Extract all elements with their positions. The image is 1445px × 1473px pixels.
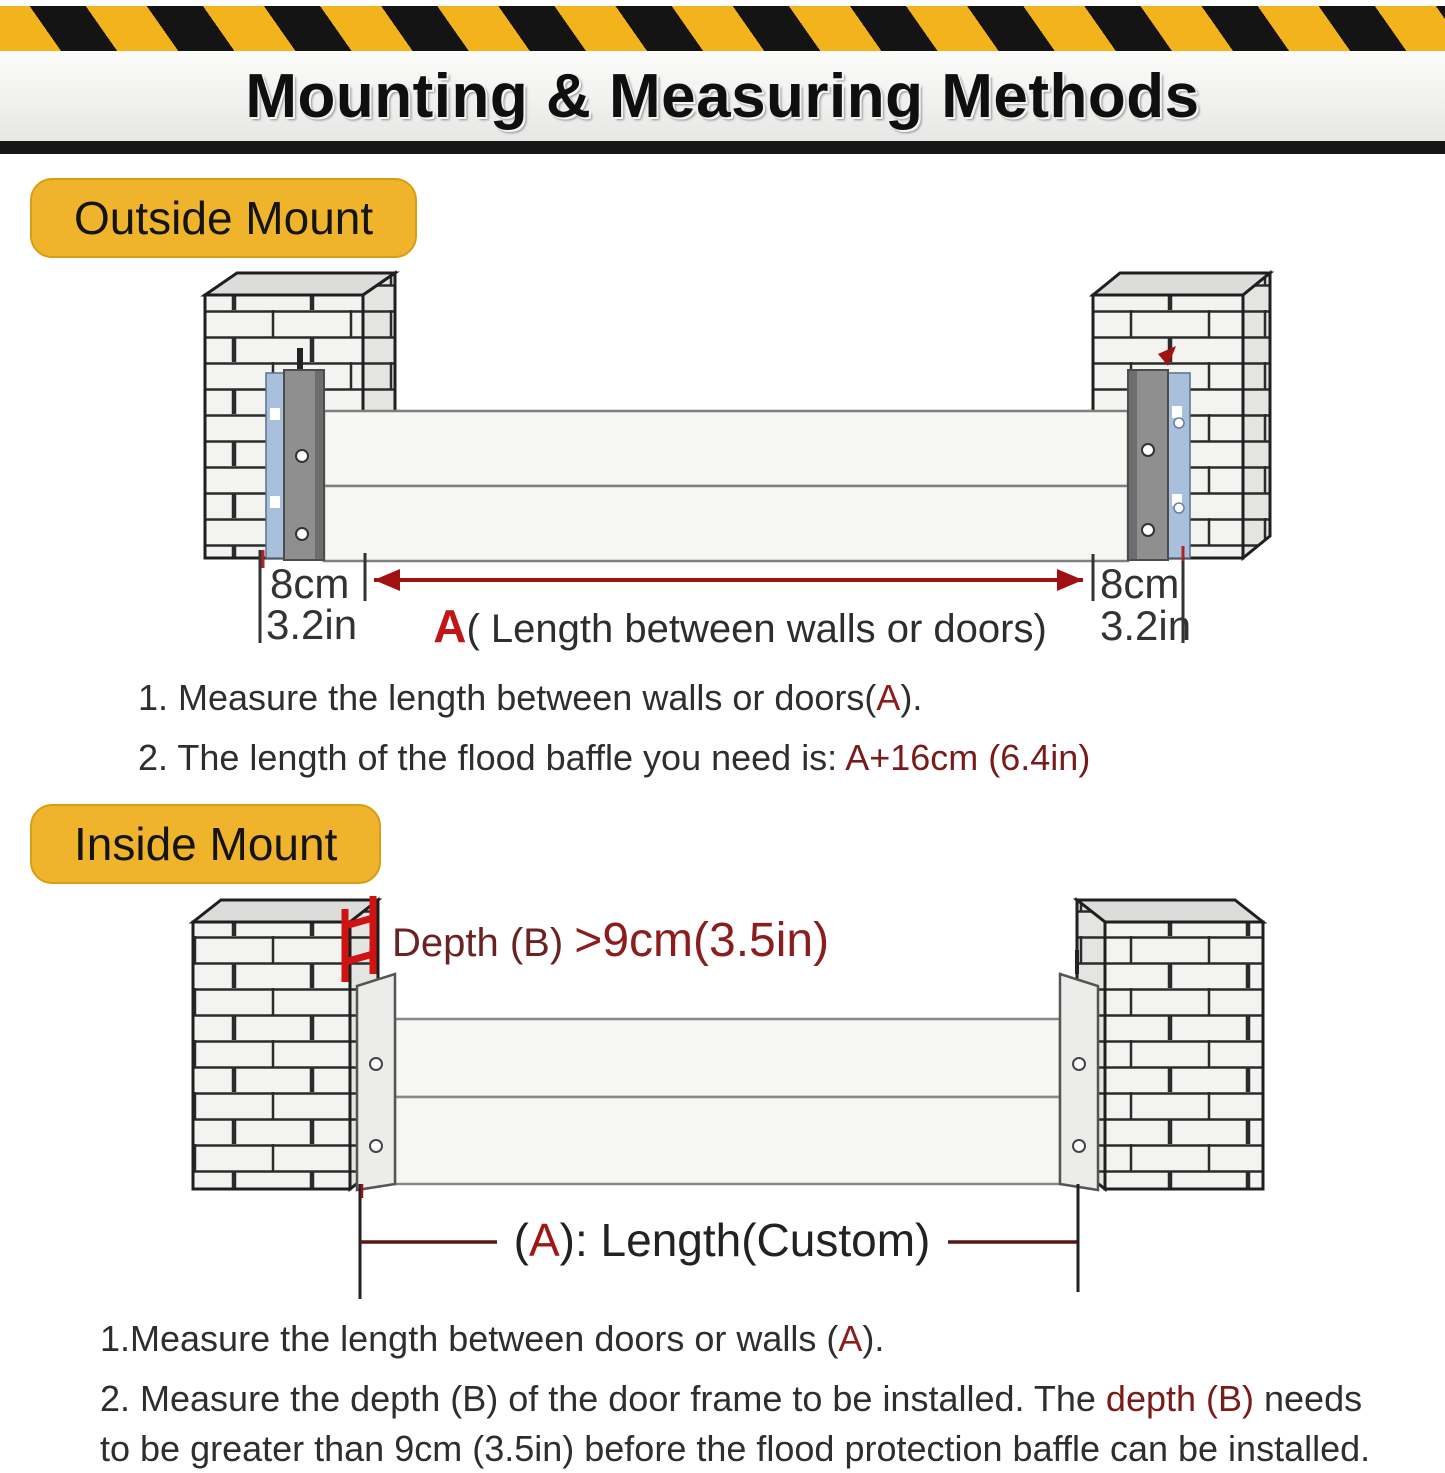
seal-mark [1172, 406, 1182, 418]
channel-rail [1060, 974, 1098, 1190]
barrier-panel-bottom [395, 1097, 1060, 1184]
step-text: 2. Measure the depth (B) of the door frame to be installed. The [100, 1378, 1106, 1420]
inside-mount-label: Inside Mount [30, 804, 381, 884]
length-label-rest: ): Length(Custom) [559, 1214, 931, 1267]
screw [1073, 1140, 1085, 1152]
outside-instructions [0, 673, 1445, 782]
seal-strip [266, 373, 284, 558]
hazard-stripe-banner [0, 0, 1445, 51]
step-letter: A [876, 677, 901, 718]
title-band [0, 51, 1445, 141]
inside-mount-diagram [0, 884, 1445, 1304]
barrier-panel-bottom [324, 486, 1128, 561]
step-formula: A+16cm (6.4in) [845, 736, 1091, 778]
step-letter: A [838, 1318, 863, 1360]
seal-screw [1174, 418, 1184, 428]
screw [296, 528, 308, 540]
pillar-cap [193, 900, 378, 922]
step-text: 1.Measure the length between doors or walls ( [100, 1318, 839, 1360]
inside-barrier [395, 1019, 1060, 1184]
seal-strip [1168, 373, 1190, 558]
inside-left-channel [357, 974, 395, 1190]
barrier-panel-top [324, 411, 1128, 486]
inside-dimensions [360, 1184, 1078, 1299]
step-text: to be greater than 9cm (3.5in) before the flood protection baffle can be installed. [100, 1427, 1371, 1469]
inside-right-pillar [1077, 900, 1263, 1189]
depth-label-value: >9cm(3.5in) [574, 914, 830, 968]
depth-label-text: Depth (B) [392, 921, 575, 966]
inside-step-2 [100, 1374, 1445, 1473]
outside-left-channel [263, 370, 324, 568]
span-label [433, 600, 1047, 652]
length-label-open: ( [513, 1214, 529, 1267]
pillar-cap [1077, 900, 1263, 922]
channel-rail-shade [1129, 371, 1137, 559]
depth-label [392, 914, 829, 967]
seal-mark [270, 496, 280, 508]
span-label-text: ( Length between walls or doors) [466, 607, 1047, 651]
screw [370, 1140, 382, 1152]
screw [296, 450, 308, 462]
pillar-front [1105, 922, 1263, 1189]
screw [1142, 524, 1154, 536]
channel-rail-shade [315, 371, 323, 559]
pillar-cap [1093, 273, 1270, 295]
right-gap-cm: 8cm [1100, 560, 1180, 607]
left-gap-in: 3.2in [266, 601, 358, 648]
right-gap-in: 3.2in [1100, 602, 1192, 649]
pillar-side [1243, 273, 1270, 558]
screw [1073, 1058, 1085, 1070]
step-text: 2. The length of the flood baffle you need is: [138, 736, 846, 778]
screw [1142, 444, 1154, 456]
outside-step-2 [138, 733, 1445, 783]
left-gap-cm: 8cm [270, 560, 350, 607]
outside-step-1 [138, 673, 1445, 723]
screw [370, 1058, 382, 1070]
channel-rail [357, 974, 395, 1190]
arrowhead-left [374, 569, 400, 591]
outside-mount-diagram [0, 258, 1445, 663]
inside-left-pillar [193, 900, 378, 1189]
step-text: ). [862, 1318, 885, 1360]
seal-screw [1174, 503, 1184, 513]
arrowhead-right [1057, 569, 1083, 591]
barrier-panel-top [395, 1019, 1060, 1097]
length-label-letter: A [528, 1214, 560, 1267]
pillar-front [193, 922, 350, 1189]
banner-divider [0, 141, 1445, 154]
step-text: needs [1254, 1378, 1363, 1420]
length-label [514, 1214, 931, 1266]
step-text: ). [900, 677, 923, 718]
page-title: Mounting & Measuring Methods [245, 61, 1200, 131]
span-letter: A [433, 600, 467, 652]
outside-right-channel [1128, 346, 1190, 560]
inside-right-channel [1060, 950, 1098, 1190]
inside-instructions [0, 1314, 1445, 1473]
outside-mount-label: Outside Mount [30, 178, 417, 258]
step-highlight: depth (B) [1105, 1378, 1254, 1420]
step-text: 1. Measure the length between walls or doors( [138, 677, 877, 718]
seal-mark [270, 408, 280, 420]
inside-step-1 [100, 1314, 1445, 1364]
outside-barrier [324, 411, 1128, 561]
